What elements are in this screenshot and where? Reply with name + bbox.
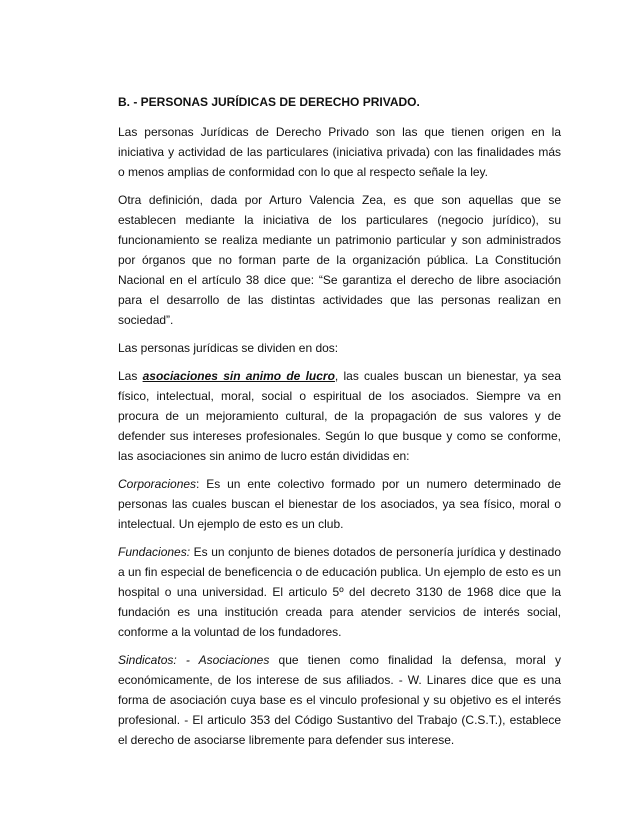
paragraph-fundaciones xyxy=(118,542,561,642)
paragraph-valencia-zea: Otra definición, dada por Arturo Valencia Zea, es que son aquellas que se establecen mediante la iniciativa de los particulares (negocio jurídico), su funcionamiento se realiza mediante un patrimonio particular y son administrados por órganos que no forman parte de la organización pública. La Constitución Nacional en el artículo 38 dice que: “Se garantiza el derecho de libre asociación para el desarrollo de las distintas actividades que las personas realizan en sociedad”. xyxy=(118,193,561,327)
paragraph-division: Las personas jurídicas se dividen en dos: xyxy=(118,341,339,355)
paragraph-asociaciones-pre: Las xyxy=(118,369,143,383)
section-heading: B. - PERSONAS JURÍDICAS DE DERECHO PRIVADO. xyxy=(118,95,420,109)
paragraph-asociaciones-body: , las cuales buscan un bienestar, ya sea físico, intelectual, moral, social o espiritual de los asociados. Siempre va en procura de un mejoramiento cultural, de la propagación de sus valores y de defender sus intereses profesionales. Según lo que busque y como se conforme, las asociaciones sin animo de lucro están divididas en: xyxy=(118,369,562,463)
paragraph-sindicatos-body: que tienen como finalidad la defensa, moral y económicamente, de los interese de sus afiliados. - W. Linares dice que es una forma de asociación cuya base es el vinculo profesional y su objetivo es el interés profesional. - El articulo 353 del Código Sustantivo del Trabajo (C.S.T.), establece el derecho de asociarse libremente para defender sus interese. xyxy=(118,653,561,747)
paragraph-sindicatos xyxy=(118,650,561,750)
term-corporaciones: Corporaciones xyxy=(118,477,197,491)
term-fundaciones: Fundaciones: xyxy=(118,545,191,559)
paragraph-definition: Las personas Jurídicas de Derecho Privado son las que tienen origen en la iniciativa y actividad de las particulares (iniciativa privada) con las finalidades más o menos amplias de conformidad con lo que al respecto señale la ley. xyxy=(118,125,561,179)
paragraph-corporaciones xyxy=(118,474,561,534)
paragraph-fundaciones-body: Es un conjunto de bienes dotados de personería jurídica y destinado a un fin especial de beneficencia o de educación publica. Un ejemplo de esto es un hospital o una universidad. El articulo 5º del decreto 3130 de 1968 dice que la fundación es una institución creada para atender servicios de interés social, conforme a la voluntad de los fundadores. xyxy=(118,545,561,639)
term-asociaciones: asociaciones sin animo de lucro xyxy=(142,369,335,383)
term-sindicatos: Sindicatos: - Asociaciones xyxy=(118,653,270,667)
paragraph-corporaciones-body: : Es un ente colectivo formado por un numero determinado de personas las cuales buscan el bienestar de los asociados, ya sea físico, moral o intelectual. Un ejemplo de esto es un club. xyxy=(118,477,561,531)
document-page xyxy=(118,92,561,758)
paragraph-asociaciones xyxy=(118,366,561,466)
